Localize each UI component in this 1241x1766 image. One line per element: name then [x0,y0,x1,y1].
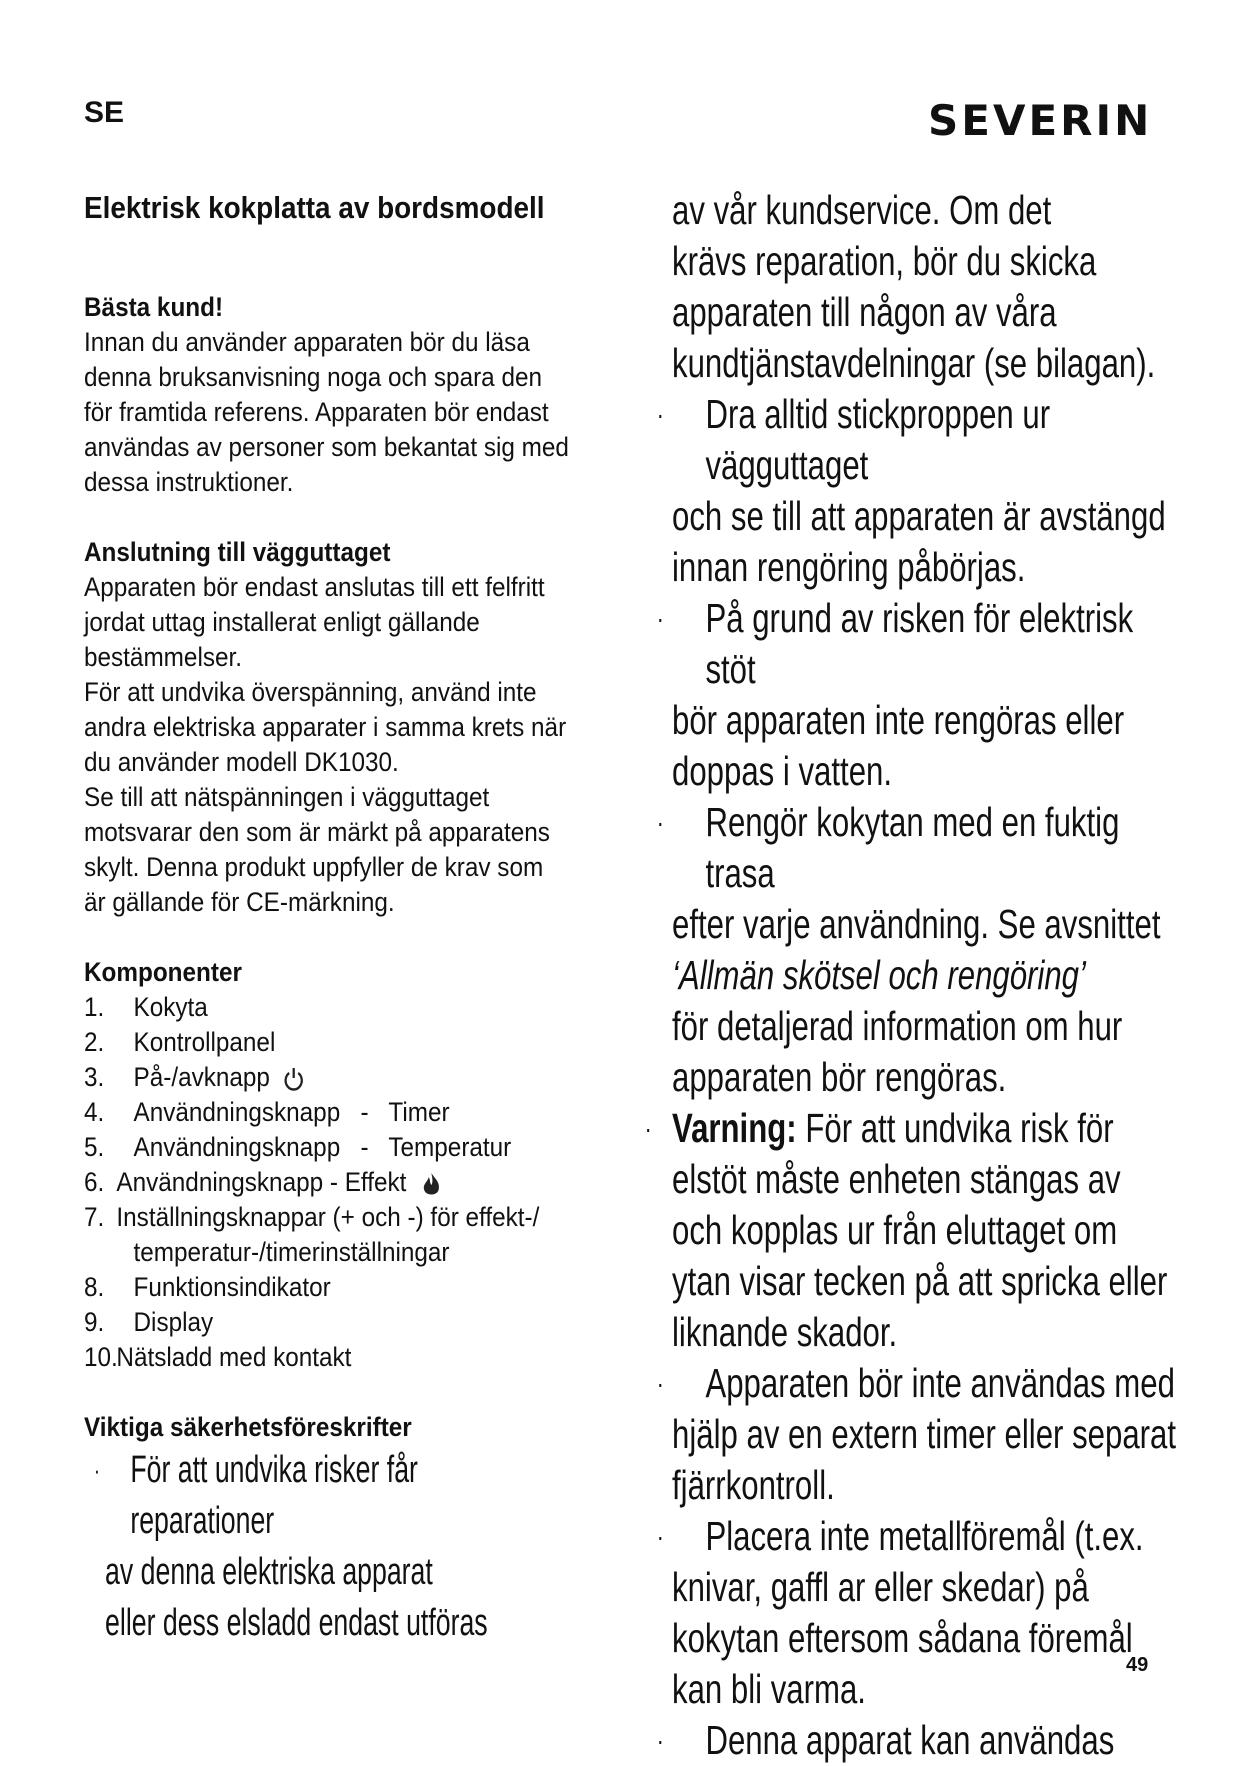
connection-line: Se till att nätspänningen i vägguttaget [84,782,490,812]
list-item: 9. Display [84,1307,214,1337]
text-line: och se till att apparaten är avstängd [672,493,1166,539]
text-line: bör apparaten inte rengöras eller [672,697,1125,743]
list-item: 7. Inställningsknappar (+ och -) för effekt-/ [84,1202,540,1232]
text-line: liknande skador. [672,1309,898,1355]
intro-line: dessa instruktioner. [84,467,294,497]
connection-line: För att undvika överspänning, använd inte [84,677,537,707]
list-item: · Denna apparat kan användas [656,1717,1115,1763]
text-line: för detaljerad information om hur [672,1003,1123,1049]
text-line: fjärrkontroll. [672,1462,835,1508]
connection-line: är gällande för CE-märkning. [84,887,395,917]
connection-line: motsvarar den som är märkt på apparatens [84,817,550,847]
list-item: · På grund av risken för elektrisk stöt [656,595,1134,692]
text-line: hjälp av en extern timer eller separat [672,1411,1177,1457]
list-item: temperatur-/timerinställningar [133,1237,450,1267]
list-item: 8. Funktionsindikator [84,1272,331,1302]
connection-line: Apparaten bör endast anslutas till ett felfritt [84,572,545,602]
language-code: SE [84,96,125,129]
list-item: · Rengör kokytan med en fuktig trasa [656,799,1120,896]
safety-bullets [84,1445,540,1649]
components-list [84,990,570,1375]
text-line: av vår kundservice. Om det [672,187,1052,233]
text-line: kokytan eftersom sådana föremål [672,1615,1133,1661]
page-number: 49 [1126,1654,1149,1676]
text-line: kundtjänstavdelningar (se bilagan). [672,340,1156,386]
list-item: · Apparaten bör inte användas med [656,1360,1175,1406]
flame-icon [419,1170,444,1198]
connection-line: andra elektriska apparater i samma krets när [84,712,567,742]
list-item: av denna elektriska apparat [105,1551,433,1593]
text-line: krävs reparation, bör du skicka [672,238,1097,284]
left-column [84,188,570,1649]
connection-line: skylt. Denna produkt uppfyller de krav som [84,852,544,882]
list-item: · Placera inte metallföremål (t.ex. [656,1513,1144,1559]
intro-line: Innan du använder apparaten bör du läsa [84,327,530,357]
connection-heading: Anslutning till vägguttaget [84,537,391,567]
text-line: efter varje användning. Se avsnittet [672,901,1161,947]
text-line: ‘Allmän skötsel och rengöring’ [672,952,1086,998]
text-line: och kopplas ur från eluttaget om [672,1207,1118,1253]
components-heading: Komponenter [84,957,242,987]
list-item: 5. Användningsknapp - Temperatur [84,1132,512,1162]
warning-item: · Varning: För att undvika risk för [644,1105,1114,1151]
text-line: apparaten bör rengöras. [672,1054,1007,1100]
page-title: Elektrisk kokplatta av bordsmodell [84,190,545,225]
list-item: · Dra alltid stickproppen ur vägguttaget [656,391,1051,488]
brand-logo: SEVERIN [928,96,1153,145]
text-line: apparaten till någon av våra [672,289,1057,335]
greeting-heading: Bästa kund! [84,292,224,322]
safety-heading: Viktiga säkerhetsföreskrifter [84,1412,412,1442]
power-icon [282,1066,305,1092]
list-item: 10.Nätsladd med kontakt [84,1342,352,1372]
connection-line: du använder modell DK1030. [84,747,399,777]
text-line: innan rengöring påbörjas. [672,544,1026,590]
text-line: doppas i vatten. [672,748,893,794]
intro-line: användas av personer som bekantat sig med [84,432,569,462]
text-line: knivar, gaffl ar eller skedar) på [672,1564,1089,1610]
connection-line: bestämmelser. [84,642,243,672]
intro-line: för framtida referens. Apparaten bör endast [84,397,549,427]
text-line: ytan visar tecken på att spricka eller [672,1258,1168,1304]
list-item: 6. Användningsknapp - Effekt [84,1165,570,1200]
list-item: 4. Användningsknapp - Timer [84,1097,450,1127]
list-item: 2. Kontrollpanel [84,1027,276,1057]
list-item: 1. Kokyta [84,992,208,1022]
connection-line: jordat uttag installerat enligt gällande [84,607,480,637]
list-item: 3. På-/avknapp [84,1060,570,1095]
list-item: · För att undvika risker får reparationer [93,1449,418,1542]
intro-line: denna bruksanvisning noga och spara den [84,362,542,392]
right-column [644,185,1189,1766]
warning-label: Varning: [672,1105,797,1151]
text-line: elstöt måste enheten stängas av [672,1156,1121,1202]
text-line: kan bli varma. [672,1666,866,1712]
list-item: eller dess elsladd endast utföras [105,1602,488,1644]
